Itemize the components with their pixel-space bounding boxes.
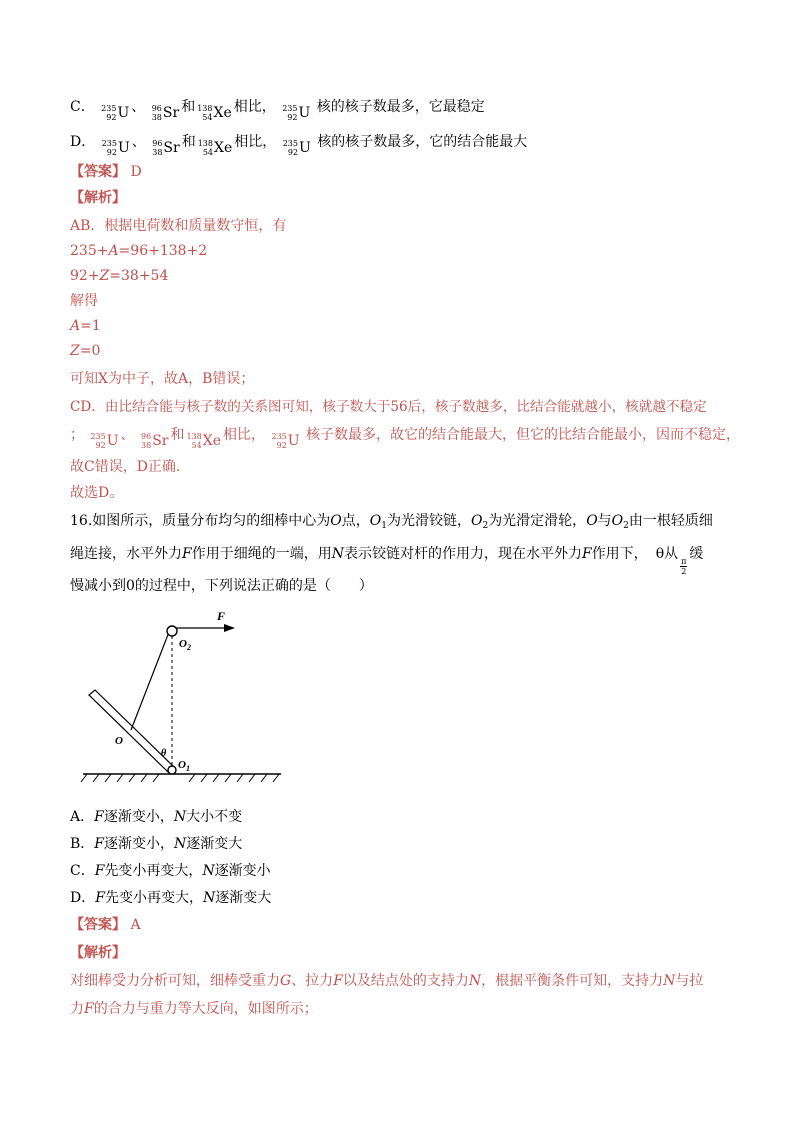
label-o: O [115,735,123,747]
nuclide-xe138: 138 54 Xe [197,139,233,157]
q15-option-d: D． 235 92 U 、 96 38 Sr 和 138 54 Xe 相比， 235 92 U 核的核子数最多，它的结合能最大 [70,134,528,157]
nuclide-sr96: 96 38 Sr [151,104,180,122]
q16-option-c: C．F先变小再变大，N逐渐变小 [70,863,271,879]
nuclide-u235: 235 92 U [271,432,300,450]
q16-option-d: D．F先变小再变大，N逐渐变大 [70,890,272,906]
pulley-o2 [167,626,177,636]
q15-analysis-line7: 可知X为中子，故A，B错误； [70,371,255,387]
rod [89,690,174,772]
pi-over-2: $\frac{\pi}{2}$ [681,557,687,576]
q15-analysis-line10: 故C错误，D正确. [70,459,181,475]
q16-analysis-label: 【解析】 [70,945,126,961]
nuclide-sr96: 96 38 Sr [152,139,180,157]
nuclide-sr96: 96 38 Sr [141,432,169,450]
ground-hatching [81,774,279,782]
label-o1: $O_1$ [178,759,190,773]
q15-analysis-line8: CD．由比结合能与核子数的关系图可知，核子数大于56后，核子数越多，比结合能就越小，核就越不稳定 [70,399,707,415]
q16-answer: 【答案】 A [70,917,141,933]
q16-figure [75,606,285,786]
label-theta: θ [161,748,167,759]
label-o2: $O_2$ [179,638,191,652]
q15-analysis-label: 【解析】 [70,190,126,206]
q15-answer: 【答案】 D [70,164,142,180]
hinge-o1 [168,766,176,774]
q15-analysis-line1: AB．根据电荷数和质量数守恒，有 [70,218,287,234]
q15-analysis-line9: ； 235 92 U 、 96 38 Sr 和 138 54 Xe 相比， 235 92 U 核子数最多，故它的结合能最大，但它的比结合能最小，因而不稳定， [70,427,741,450]
q15-analysis-line5: A=1 [70,318,101,334]
q16-stem-line3: 慢减小到0的过程中，下列说法正确的是（ ） [70,578,373,594]
nuclide-u235: 235 92 U [282,139,311,157]
q15-analysis-line3: 92+Z=38+54 [70,268,169,284]
q16-option-b: B．F逐渐变小，N逐渐变大 [70,836,243,852]
q16-option-a: A．F逐渐变小，N大小不变 [70,809,243,825]
nuclide-xe138: 138 54 Xe [186,432,222,450]
q15-analysis-line2: 235+A=96+138+2 [70,243,208,259]
nuclide-xe138: 138 54 Xe [197,104,232,122]
rope [131,632,169,730]
q16-stem-line1: 16.如图所示，质量分布均匀的细棒中心为O点，$O_1$为光滑铰链，$O_2$为光滑定滑轮，O与$O_2$由一根轻质细 [70,513,713,531]
q16-analysis-line2: 力F的合力与重力等大反向，如图所示； [70,1001,318,1017]
q16-stem-line2: 绳连接，水平外力F作用于细绳的一端，用N表示铰链对杆的作用力，现在水平外力F作用下， θ从 $\frac{\pi}{2}$ 缓 [70,546,704,576]
nuclide-u235: 235 92 U [101,104,130,122]
q15-analysis-line6: Z=0 [70,343,101,359]
force-arrow-head [224,624,235,632]
label-f: F [217,609,226,623]
q15-analysis-line11: 故选D。 [70,485,124,501]
q15-option-c: C． 235 92 U 、 96 38 Sr 和 138 54 Xe 相比， 235 92 U 核的核子数最多，它最稳定 [70,99,485,122]
nuclide-u235: 235 92 U [282,104,311,122]
nuclide-u235: 235 92 U [90,432,119,450]
q15-analysis-line4: 解得 [70,293,98,309]
nuclide-u235: 235 92 U [101,139,130,157]
q16-analysis-line1: 对细棒受力分析可知，细棒受重力G、拉力F以及结点处的支持力N，根据平衡条件可知，支持力N与拉 [70,973,704,989]
